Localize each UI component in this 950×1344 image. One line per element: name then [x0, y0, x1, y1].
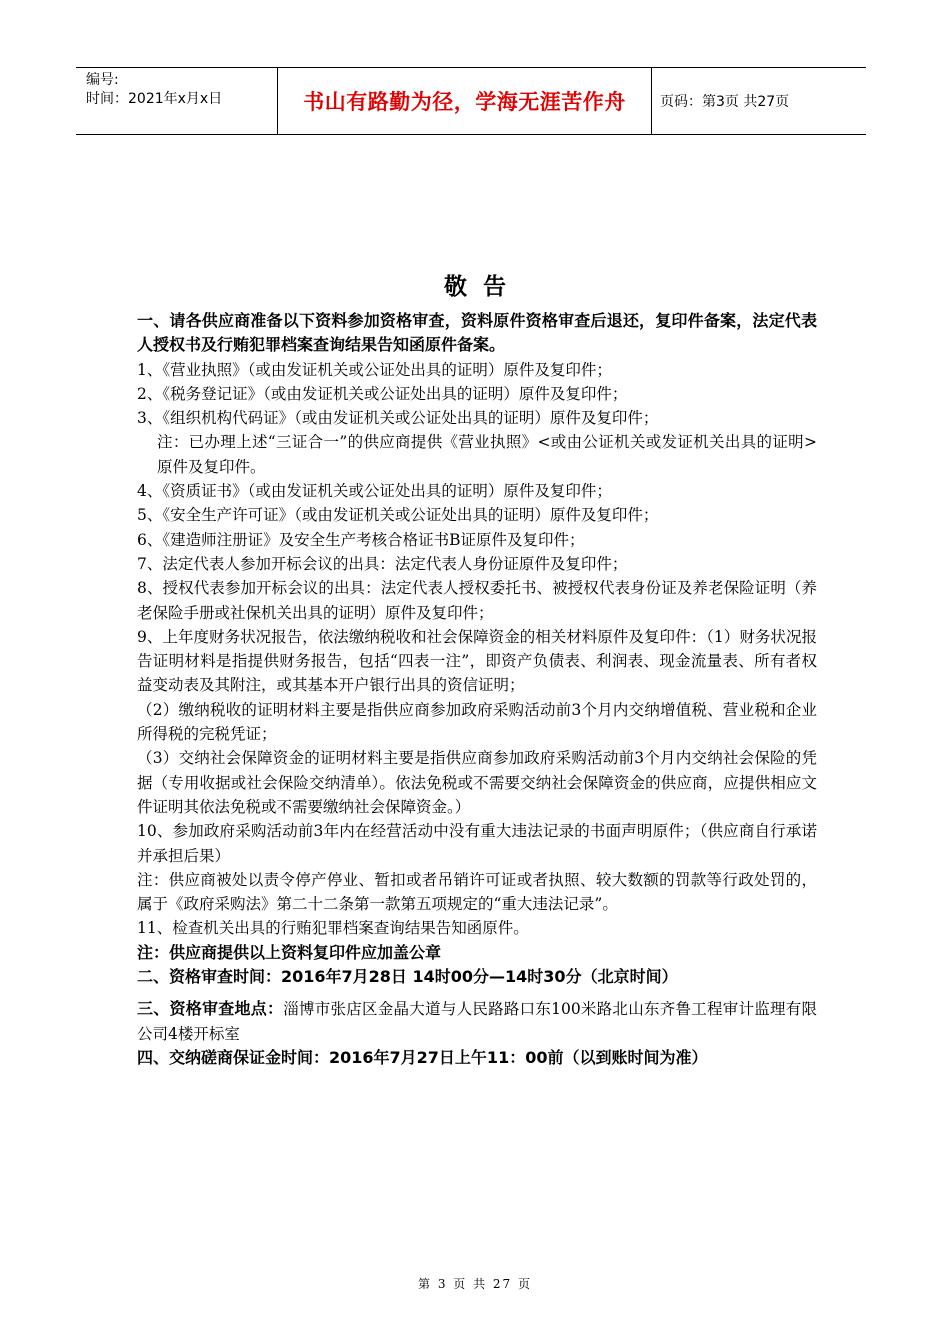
header-table [76, 67, 866, 135]
item-9-sub-3: （3）交纳社会保障资金的证明材料主要是指供应商参加政府采购活动前3个月内交纳社会保险的凭据（专用收据或社会保险交纳清单）。依法免税或不需要交纳社会保障资金的供应商，应提供相应文件证明其依法免税或不需要缴纳社会保障资金。） [137, 749, 817, 816]
section-3-label: 三、资格审查地点： [137, 999, 284, 1019]
item-5: 5、《安全生产许可证》（或由发证机关或公证处出具的证明）原件及复印件； [137, 506, 659, 525]
number-label: 编号: [86, 72, 119, 88]
item-3: 3、《组织机构代码证》（或由发证机关或公证处出具的证明）原件及复印件； [137, 409, 659, 428]
item-7: 7、法定代表人参加开标会议的出具：法定代表人身份证原件及复印件； [137, 554, 628, 573]
note-violations: 注：供应商被处以责令停产停业、暂扣或者吊销许可证或者执照、较大数额的罚款等行政处罚的，属于《政府采购法》第二十二条第一款第五项规定的“重大违法记录”。 [137, 870, 817, 914]
note-stamp: 注：供应商提供以上资料复印件应加盖公章 [137, 942, 442, 962]
section-1-heading: 一、请各供应商准备以下资料参加资格审查，资料原件资格审查后退还，复印件备案，法定代表人授权书及行贿犯罪档案查询结果告知函原件备案。 [137, 311, 817, 355]
item-11: 11、检查机关出具的行贿犯罪档案查询结果告知函原件。 [137, 919, 529, 938]
notice-body [137, 309, 817, 1070]
section-3-review-location [137, 997, 817, 1046]
item-8: 8、授权代表参加开标会议的出具：法定代表人授权委托书、被授权代表身份证及养老保险证明（养老保险手册或社保机关出具的证明）原件及复印件； [137, 579, 817, 622]
section-2-review-time: 二、资格审查时间：2016年7月28日 14时00分—14时30分（北京时间） [137, 967, 678, 987]
header-left-cell [76, 68, 278, 134]
item-9: 9、上年度财务状况报告，依法缴纳税收和社会保障资金的相关材料原件及复印件：（1）财务状况报告证明材料是指提供财务报告，包括“四表一注”，即资产负债表、利润表、现金流量表、所有者权益变动表及其附注，或其基本开户银行出具的资信证明； [137, 627, 817, 695]
item-1: 1、《营业执照》（或由发证机关或公证处出具的证明）原件及复印件； [137, 360, 612, 379]
header-page-info: 页码：第3页 共27页 [660, 94, 790, 110]
section-4-deposit-time: 四、交纳磋商保证金时间：2016年7月27日上午11：00前（以到账时间为准） [137, 1047, 708, 1067]
note-three-in-one: 注：已办理上述“三证合一”的供应商提供《营业执照》<或由公证机关或发证机关出具的证明>原件及复印件。 [157, 433, 817, 476]
item-2: 2、《税务登记证》（或由发证机关或公证处出具的证明）原件及复印件； [137, 384, 628, 403]
section-3-address: 淄博市张店区金晶大道与人民路路口东100米路北山东齐鲁工程审计监理有限公司4楼开标室 [137, 1000, 817, 1043]
item-9-sub-2: （2）缴纳税收的证明材料主要是指供应商参加政府采购活动前3个月内交纳增值税、营业税和企业所得税的完税凭证； [137, 700, 817, 744]
time-label: 时间：2021年x月x日 [86, 91, 223, 107]
item-10: 10、参加政府采购活动前3年内在经营活动中没有重大违法记录的书面声明原件；（供应商自行承诺并承担后果） [137, 822, 817, 865]
item-4: 4、《资质证书》（或由发证机关或公证处出具的证明）原件及复印件； [137, 482, 612, 501]
item-6: 6、《建造师注册证》及安全生产考核合格证书B证原件及复印件； [137, 530, 585, 549]
header-motto: 书山有路勤为径，学海无涯苦作舟 [278, 68, 652, 134]
page-footer: 第 3 页 共 27 页 [418, 1277, 532, 1291]
page-title: 敬告 [444, 274, 522, 300]
